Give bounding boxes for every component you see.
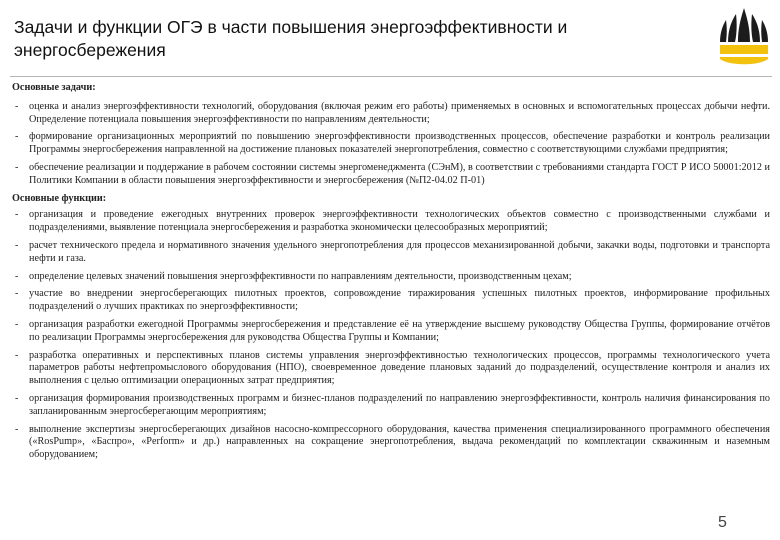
list-item: - определение целевых значений повышения энергоэффективности по направлениям деятельности, производственным цехам; <box>15 270 572 282</box>
list-item: - формирование организационных мероприятий по повышению энергоэффективности производственных процессов, обеспечение разработки и контроль реализации Программы энергосбережения направленной на достижение плановых показателей энергопотребления, совместно с соответствующими службами предприятия; <box>15 131 770 156</box>
list-item-text: обеспечение реализации и поддержание в рабочем состоянии системы энергоменеджмента (СЭнМ), в соответствии с требованиями стандарта ГОСТ Р ИСО 50001:2012 и Политики Компании в области повышения энергоэффективности и энергосбережения (№П2-04.02 П-01) <box>29 161 770 186</box>
list-item-text: организация и проведение ежегодных внутренних проверок энергоэффективности технологических объектов совместно с производственными службами и подразделениями, выявление потенциала энергосбережения и разработка экономически целесообразных мероприятий; <box>29 209 770 234</box>
header-divider <box>10 76 772 77</box>
list-item: - разработка оперативных и перспективных планов системы управления энергоэффективностью технологических процессов, программы технологического учета параметров работы нефтепромыслового оборудования (НПО), своевременное доведение плановых заданий до подразделений, осуществление контроля и анализ их выполнения с целью оптимизации операционных затрат предприятия; <box>15 349 770 387</box>
list-item: - расчет технического предела и нормативного значения удельного энергопотребления для процессов механизированной добычи, закачки воды, подготовки и транспорта нефти и газа. <box>15 239 770 264</box>
list-item: - обеспечение реализации и поддержание в рабочем состоянии системы энергоменеджмента (СЭнМ), в соответствии с требованиями стандарта ГОСТ Р ИСО 50001:2012 и Политики Компании в области повышения энергоэффективности и энергосбережения (№П2-04.02 П-01) <box>15 161 770 186</box>
list-item-text: расчет технического предела и нормативного значения удельного энергопотребления для процессов механизированной добычи, закачки воды, подготовки и транспорта нефти и газа. <box>29 239 770 264</box>
list-item: - оценка и анализ энергоэффективности технологий, оборудования (включая режим его работы) применяемых в основных и вспомогательных процессах добычи нефти. Определение потенциала повышения энергоэффективности по направлениям деятельности; <box>15 100 770 125</box>
slide-header <box>0 0 780 78</box>
main-functions-heading: Основные функции: <box>12 192 107 204</box>
list-item-text: формирование организационных мероприятий по повышению энергоэффективности производственных процессов, обеспечение разработки и контроль реализации Программы энергосбережения направленной на достижение плановых показателей энергопотребления, совместно с соответствующими службами предприятия; <box>29 131 770 156</box>
list-item: - организация и проведение ежегодных внутренних проверок энергоэффективности технологических объектов совместно с производственными службами и подразделениями, выявление потенциала энергосбережения и разработка экономически целесообразных мероприятий; <box>15 209 770 234</box>
page-title: Задачи и функции ОГЭ в части повышения энергоэффективности и энергосбережения <box>14 17 568 60</box>
main-tasks-heading: Основные задачи: <box>12 82 96 93</box>
list-item-text: определение целевых значений повышения энергоэффективности по направлениям деятельности, производственным цехам; <box>29 270 572 282</box>
list-item-text: выполнение экспертизы энергосберегающих дизайнов насосно-компрессорного оборудования, качества применения специализированного программного обеспечения («RosPump», «Баспро», «Perform» и др.) направленных на сокращение энергопотребления, выдача рекомендаций по комплектации скважинным и наземным оборудованием; <box>29 423 770 461</box>
list-item-text: разработка оперативных и перспективных планов системы управления энергоэффективностью технологических процессов, программы технологического учета параметров работы нефтепромыслового оборудования (НПО), своевременное доведение плановых заданий до подразделений, осуществление контроля и анализ их выполнения с целью оптимизации операционных затрат предприятия; <box>29 349 770 387</box>
list-item-text: организация разработки ежегодной Программы энергосбережения и представление её на утверждение высшему руководству Общества Группы, формирование отчётов по реализации Программы энергосбережения для руководства Общества Группы и Компании; <box>29 318 770 343</box>
content-area <box>12 82 770 467</box>
list-item: - организация разработки ежегодной Программы энергосбережения и представление её на утверждение высшему руководству Общества Группы, формирование отчётов по реализации Программы энергосбережения для руководства Общества Группы и Компании; <box>15 318 770 343</box>
company-logo-icon <box>717 6 771 68</box>
list-item: - участие во внедрении энергосберегающих пилотных проектов, сопровождение тиражирования успешных пилотных проектов, информирование профильных подразделений о лучших практиках по энергоэффективности; <box>15 288 770 313</box>
list-item: - организация формирования производственных программ и бизнес-планов подразделений по направлению энергоэффективности, контроль наличия финансирования по запланированным энергосберегающим мероприятиям; <box>15 392 770 417</box>
page-number: 5 <box>718 514 727 531</box>
list-item-text: оценка и анализ энергоэффективности технологий, оборудования (включая режим его работы) применяемых в основных и вспомогательных процессах добычи нефти. Определение потенциала повышения энергоэффективности по направлениям деятельности; <box>29 100 770 125</box>
list-item-text: участие во внедрении энергосберегающих пилотных проектов, сопровождение тиражирования успешных пилотных проектов, информирование профильных подразделений о лучших практиках по энергоэффективности; <box>29 288 770 313</box>
list-item: - выполнение экспертизы энергосберегающих дизайнов насосно-компрессорного оборудования, качества применения специализированного программного обеспечения («RosPump», «Баспро», «Perform» и др.) направленных на сокращение энергопотребления, выдача рекомендаций по комплектации скважинным и наземным оборудованием; <box>15 423 770 461</box>
list-item-text: организация формирования производственных программ и бизнес-планов подразделений по направлению энергоэффективности, контроль наличия финансирования по запланированным энергосберегающим мероприятиям; <box>29 392 770 417</box>
